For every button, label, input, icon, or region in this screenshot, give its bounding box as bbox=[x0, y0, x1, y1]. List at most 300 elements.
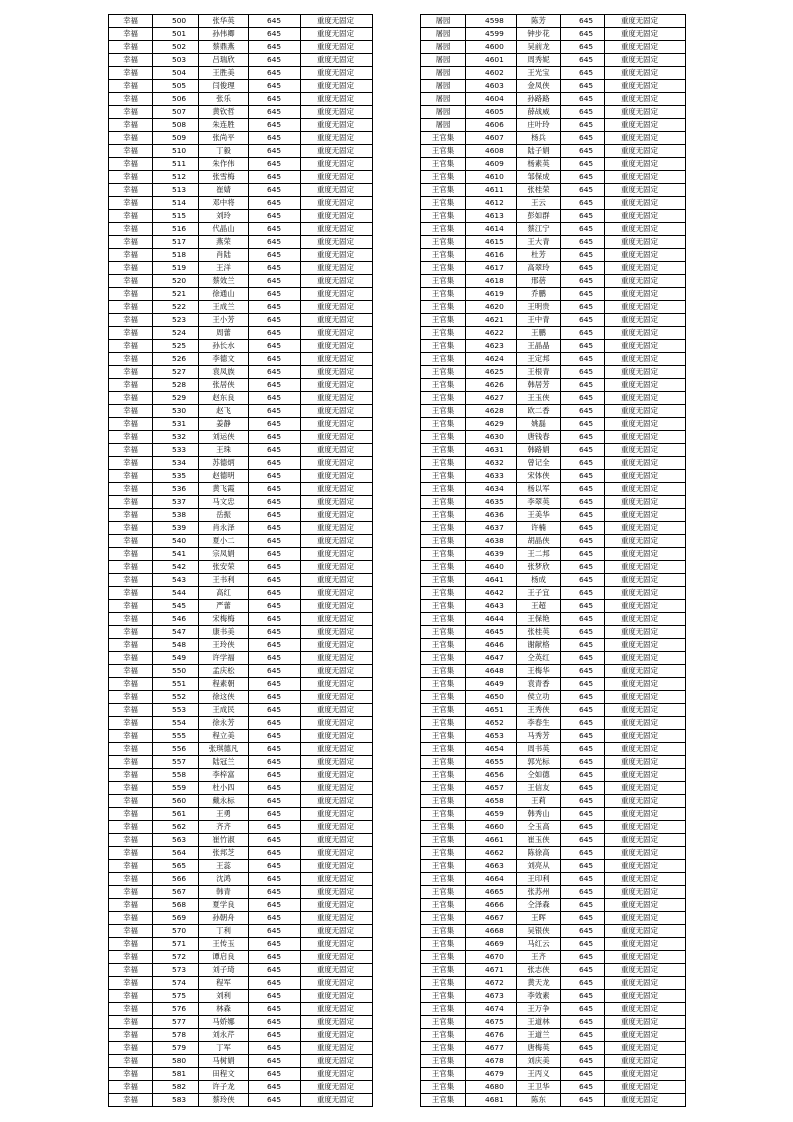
name-cell: 王成兰 bbox=[199, 301, 249, 314]
id-cell: 4637 bbox=[466, 522, 517, 535]
table-row bbox=[421, 210, 686, 223]
id-cell: 581 bbox=[153, 1068, 199, 1081]
table-row bbox=[421, 743, 686, 756]
code-cell: 645 bbox=[249, 548, 301, 561]
name-cell: 徐这侠 bbox=[199, 691, 249, 704]
type-cell: 重度无固定 bbox=[301, 743, 373, 756]
code-cell: 645 bbox=[249, 782, 301, 795]
table-row bbox=[421, 392, 686, 405]
code-cell: 645 bbox=[561, 54, 605, 67]
type-cell: 重度无固定 bbox=[301, 249, 373, 262]
id-cell: 4625 bbox=[466, 366, 517, 379]
id-cell: 554 bbox=[153, 717, 199, 730]
id-cell: 4635 bbox=[466, 496, 517, 509]
table-row bbox=[421, 418, 686, 431]
village-cell: 王官集 bbox=[421, 535, 466, 548]
id-cell: 537 bbox=[153, 496, 199, 509]
id-cell: 583 bbox=[153, 1094, 199, 1107]
village-cell: 王官集 bbox=[421, 561, 466, 574]
code-cell: 645 bbox=[561, 1068, 605, 1081]
code-cell: 645 bbox=[561, 197, 605, 210]
id-cell: 4612 bbox=[466, 197, 517, 210]
name-cell: 胡晶侠 bbox=[517, 535, 561, 548]
village-cell: 王官集 bbox=[421, 795, 466, 808]
table-row bbox=[421, 548, 686, 561]
village-cell: 王官集 bbox=[421, 873, 466, 886]
code-cell: 645 bbox=[249, 613, 301, 626]
table-row bbox=[109, 327, 373, 340]
type-cell: 重度无固定 bbox=[605, 704, 686, 717]
name-cell: 许楠 bbox=[517, 522, 561, 535]
type-cell: 重度无固定 bbox=[605, 756, 686, 769]
table-row bbox=[421, 912, 686, 925]
type-cell: 重度无固定 bbox=[301, 184, 373, 197]
code-cell: 645 bbox=[561, 288, 605, 301]
name-cell: 王莉 bbox=[517, 795, 561, 808]
name-cell: 姜静 bbox=[199, 418, 249, 431]
table-row bbox=[421, 145, 686, 158]
name-cell: 马文忠 bbox=[199, 496, 249, 509]
code-cell: 645 bbox=[249, 639, 301, 652]
village-cell: 王官集 bbox=[421, 340, 466, 353]
type-cell: 重度无固定 bbox=[605, 496, 686, 509]
code-cell: 645 bbox=[561, 301, 605, 314]
name-cell: 杨以军 bbox=[517, 483, 561, 496]
name-cell: 杨素英 bbox=[517, 158, 561, 171]
id-cell: 526 bbox=[153, 353, 199, 366]
type-cell: 重度无固定 bbox=[301, 1042, 373, 1055]
type-cell: 重度无固定 bbox=[605, 158, 686, 171]
village-cell: 幸福 bbox=[109, 691, 153, 704]
code-cell: 645 bbox=[561, 561, 605, 574]
table-row bbox=[421, 483, 686, 496]
table-row bbox=[109, 28, 373, 41]
village-cell: 王官集 bbox=[421, 977, 466, 990]
type-cell: 重度无固定 bbox=[301, 145, 373, 158]
id-cell: 4633 bbox=[466, 470, 517, 483]
code-cell: 645 bbox=[249, 1081, 301, 1094]
id-cell: 4643 bbox=[466, 600, 517, 613]
village-cell: 幸福 bbox=[109, 444, 153, 457]
table-row bbox=[109, 210, 373, 223]
id-cell: 531 bbox=[153, 418, 199, 431]
id-cell: 4660 bbox=[466, 821, 517, 834]
left-roster-table bbox=[108, 14, 373, 1107]
name-cell: 陈芳 bbox=[517, 15, 561, 28]
village-cell: 屠园 bbox=[421, 93, 466, 106]
code-cell: 645 bbox=[249, 795, 301, 808]
code-cell: 645 bbox=[249, 535, 301, 548]
type-cell: 重度无固定 bbox=[301, 782, 373, 795]
name-cell: 唐钱春 bbox=[517, 431, 561, 444]
code-cell: 645 bbox=[249, 145, 301, 158]
code-cell: 645 bbox=[249, 769, 301, 782]
code-cell: 645 bbox=[561, 275, 605, 288]
type-cell: 重度无固定 bbox=[605, 444, 686, 457]
type-cell: 重度无固定 bbox=[301, 1094, 373, 1107]
code-cell: 645 bbox=[561, 327, 605, 340]
name-cell: 郭光标 bbox=[517, 756, 561, 769]
table-row bbox=[421, 574, 686, 587]
village-cell: 幸福 bbox=[109, 821, 153, 834]
code-cell: 645 bbox=[561, 1055, 605, 1068]
table-row bbox=[109, 340, 373, 353]
table-row bbox=[421, 756, 686, 769]
village-cell: 幸福 bbox=[109, 535, 153, 548]
table-row bbox=[109, 1042, 373, 1055]
table-row bbox=[421, 249, 686, 262]
id-cell: 4651 bbox=[466, 704, 517, 717]
code-cell: 645 bbox=[561, 444, 605, 457]
id-cell: 567 bbox=[153, 886, 199, 899]
table-row bbox=[109, 1055, 373, 1068]
name-cell: 高翠玲 bbox=[517, 262, 561, 275]
table-row bbox=[421, 1029, 686, 1042]
table-row bbox=[109, 93, 373, 106]
code-cell: 645 bbox=[249, 275, 301, 288]
village-cell: 幸福 bbox=[109, 990, 153, 1003]
code-cell: 645 bbox=[561, 639, 605, 652]
name-cell: 邓中将 bbox=[199, 197, 249, 210]
code-cell: 645 bbox=[249, 925, 301, 938]
code-cell: 645 bbox=[249, 600, 301, 613]
village-cell: 幸福 bbox=[109, 522, 153, 535]
id-cell: 565 bbox=[153, 860, 199, 873]
type-cell: 重度无固定 bbox=[301, 613, 373, 626]
village-cell: 幸福 bbox=[109, 1068, 153, 1081]
code-cell: 645 bbox=[561, 678, 605, 691]
name-cell: 袁青香 bbox=[517, 678, 561, 691]
code-cell: 645 bbox=[561, 925, 605, 938]
type-cell: 重度无固定 bbox=[605, 509, 686, 522]
table-row bbox=[109, 587, 373, 600]
type-cell: 重度无固定 bbox=[605, 730, 686, 743]
village-cell: 王官集 bbox=[421, 548, 466, 561]
village-cell: 王官集 bbox=[421, 600, 466, 613]
code-cell: 645 bbox=[561, 782, 605, 795]
table-row bbox=[109, 457, 373, 470]
table-row bbox=[421, 236, 686, 249]
type-cell: 重度无固定 bbox=[301, 275, 373, 288]
id-cell: 502 bbox=[153, 41, 199, 54]
table-row bbox=[109, 808, 373, 821]
table-row bbox=[109, 67, 373, 80]
type-cell: 重度无固定 bbox=[301, 236, 373, 249]
name-cell: 孙伟卿 bbox=[199, 28, 249, 41]
type-cell: 重度无固定 bbox=[605, 223, 686, 236]
code-cell: 645 bbox=[249, 808, 301, 821]
code-cell: 645 bbox=[249, 899, 301, 912]
name-cell: 丁毅 bbox=[199, 145, 249, 158]
type-cell: 重度无固定 bbox=[301, 392, 373, 405]
village-cell: 幸福 bbox=[109, 340, 153, 353]
name-cell: 赵飞 bbox=[199, 405, 249, 418]
name-cell: 张琪德凡 bbox=[199, 743, 249, 756]
village-cell: 王官集 bbox=[421, 522, 466, 535]
type-cell: 重度无固定 bbox=[301, 730, 373, 743]
code-cell: 645 bbox=[249, 626, 301, 639]
village-cell: 屠园 bbox=[421, 54, 466, 67]
id-cell: 4670 bbox=[466, 951, 517, 964]
code-cell: 645 bbox=[249, 1094, 301, 1107]
village-cell: 幸福 bbox=[109, 1029, 153, 1042]
village-cell: 王官集 bbox=[421, 132, 466, 145]
name-cell: 王保艳 bbox=[517, 613, 561, 626]
code-cell: 645 bbox=[561, 613, 605, 626]
type-cell: 重度无固定 bbox=[301, 67, 373, 80]
village-cell: 屠园 bbox=[421, 15, 466, 28]
village-cell: 王官集 bbox=[421, 301, 466, 314]
name-cell: 薛战威 bbox=[517, 106, 561, 119]
id-cell: 4622 bbox=[466, 327, 517, 340]
code-cell: 645 bbox=[249, 938, 301, 951]
village-cell: 幸福 bbox=[109, 301, 153, 314]
village-cell: 王官集 bbox=[421, 678, 466, 691]
village-cell: 幸福 bbox=[109, 392, 153, 405]
table-row bbox=[109, 106, 373, 119]
name-cell: 王中青 bbox=[517, 314, 561, 327]
id-cell: 4605 bbox=[466, 106, 517, 119]
code-cell: 645 bbox=[249, 288, 301, 301]
code-cell: 645 bbox=[561, 665, 605, 678]
type-cell: 重度无固定 bbox=[605, 340, 686, 353]
village-cell: 王官集 bbox=[421, 210, 466, 223]
code-cell: 645 bbox=[561, 80, 605, 93]
village-cell: 幸福 bbox=[109, 639, 153, 652]
name-cell: 韩路娟 bbox=[517, 444, 561, 457]
id-cell: 4644 bbox=[466, 613, 517, 626]
name-cell: 王洋 bbox=[199, 262, 249, 275]
id-cell: 4600 bbox=[466, 41, 517, 54]
id-cell: 550 bbox=[153, 665, 199, 678]
id-cell: 4604 bbox=[466, 93, 517, 106]
code-cell: 645 bbox=[249, 886, 301, 899]
village-cell: 王官集 bbox=[421, 223, 466, 236]
name-cell: 林森 bbox=[199, 1003, 249, 1016]
village-cell: 幸福 bbox=[109, 977, 153, 990]
type-cell: 重度无固定 bbox=[605, 288, 686, 301]
village-cell: 王官集 bbox=[421, 1081, 466, 1094]
name-cell: 王晖 bbox=[517, 912, 561, 925]
id-cell: 571 bbox=[153, 938, 199, 951]
type-cell: 重度无固定 bbox=[605, 353, 686, 366]
id-cell: 4672 bbox=[466, 977, 517, 990]
name-cell: 夏小二 bbox=[199, 535, 249, 548]
type-cell: 重度无固定 bbox=[301, 210, 373, 223]
code-cell: 645 bbox=[249, 665, 301, 678]
village-cell: 幸福 bbox=[109, 548, 153, 561]
village-cell: 幸福 bbox=[109, 106, 153, 119]
code-cell: 645 bbox=[561, 704, 605, 717]
id-cell: 518 bbox=[153, 249, 199, 262]
table-row bbox=[109, 145, 373, 158]
name-cell: 张梦欣 bbox=[517, 561, 561, 574]
village-cell: 幸福 bbox=[109, 470, 153, 483]
name-cell: 仝泽森 bbox=[517, 899, 561, 912]
name-cell: 沈鸿 bbox=[199, 873, 249, 886]
village-cell: 王官集 bbox=[421, 275, 466, 288]
table-row bbox=[109, 80, 373, 93]
type-cell: 重度无固定 bbox=[301, 847, 373, 860]
table-row bbox=[109, 860, 373, 873]
table-row bbox=[109, 847, 373, 860]
type-cell: 重度无固定 bbox=[605, 899, 686, 912]
code-cell: 645 bbox=[249, 249, 301, 262]
type-cell: 重度无固定 bbox=[605, 41, 686, 54]
village-cell: 王官集 bbox=[421, 405, 466, 418]
name-cell: 吕瑞欣 bbox=[199, 54, 249, 67]
name-cell: 崔竹淑 bbox=[199, 834, 249, 847]
village-cell: 王官集 bbox=[421, 1068, 466, 1081]
type-cell: 重度无固定 bbox=[301, 990, 373, 1003]
village-cell: 屠园 bbox=[421, 28, 466, 41]
type-cell: 重度无固定 bbox=[301, 561, 373, 574]
type-cell: 重度无固定 bbox=[301, 288, 373, 301]
name-cell: 唐梅英 bbox=[517, 1042, 561, 1055]
id-cell: 4624 bbox=[466, 353, 517, 366]
code-cell: 645 bbox=[561, 691, 605, 704]
name-cell: 马娇娜 bbox=[199, 1016, 249, 1029]
table-row bbox=[421, 1055, 686, 1068]
table-row bbox=[421, 522, 686, 535]
type-cell: 重度无固定 bbox=[605, 67, 686, 80]
code-cell: 645 bbox=[561, 457, 605, 470]
table-row bbox=[109, 990, 373, 1003]
table-row bbox=[109, 834, 373, 847]
table-row bbox=[109, 197, 373, 210]
name-cell: 吴前龙 bbox=[517, 41, 561, 54]
type-cell: 重度无固定 bbox=[605, 964, 686, 977]
code-cell: 645 bbox=[249, 509, 301, 522]
name-cell: 康书美 bbox=[199, 626, 249, 639]
name-cell: 乔鹏 bbox=[517, 288, 561, 301]
id-cell: 4608 bbox=[466, 145, 517, 158]
name-cell: 周书英 bbox=[517, 743, 561, 756]
code-cell: 645 bbox=[249, 496, 301, 509]
type-cell: 重度无固定 bbox=[301, 496, 373, 509]
name-cell: 韩秀山 bbox=[517, 808, 561, 821]
id-cell: 575 bbox=[153, 990, 199, 1003]
code-cell: 645 bbox=[561, 249, 605, 262]
table-row bbox=[421, 106, 686, 119]
village-cell: 王官集 bbox=[421, 964, 466, 977]
type-cell: 重度无固定 bbox=[301, 756, 373, 769]
table-row bbox=[421, 665, 686, 678]
name-cell: 刘亮从 bbox=[517, 860, 561, 873]
name-cell: 王传玉 bbox=[199, 938, 249, 951]
table-row bbox=[109, 717, 373, 730]
code-cell: 645 bbox=[249, 67, 301, 80]
code-cell: 645 bbox=[561, 158, 605, 171]
village-cell: 王官集 bbox=[421, 639, 466, 652]
type-cell: 重度无固定 bbox=[605, 1016, 686, 1029]
type-cell: 重度无固定 bbox=[605, 951, 686, 964]
code-cell: 645 bbox=[249, 483, 301, 496]
code-cell: 645 bbox=[249, 587, 301, 600]
name-cell: 杨兵 bbox=[517, 132, 561, 145]
code-cell: 645 bbox=[249, 223, 301, 236]
village-cell: 幸福 bbox=[109, 314, 153, 327]
code-cell: 645 bbox=[249, 873, 301, 886]
type-cell: 重度无固定 bbox=[301, 769, 373, 782]
id-cell: 549 bbox=[153, 652, 199, 665]
village-cell: 王官集 bbox=[421, 717, 466, 730]
code-cell: 645 bbox=[561, 522, 605, 535]
table-row bbox=[109, 54, 373, 67]
name-cell: 王小芳 bbox=[199, 314, 249, 327]
id-cell: 572 bbox=[153, 951, 199, 964]
code-cell: 645 bbox=[561, 756, 605, 769]
village-cell: 幸福 bbox=[109, 1042, 153, 1055]
name-cell: 周秀妮 bbox=[517, 54, 561, 67]
id-cell: 4614 bbox=[466, 223, 517, 236]
village-cell: 幸福 bbox=[109, 275, 153, 288]
id-cell: 570 bbox=[153, 925, 199, 938]
table-row bbox=[421, 769, 686, 782]
type-cell: 重度无固定 bbox=[301, 535, 373, 548]
village-cell: 幸福 bbox=[109, 873, 153, 886]
table-row bbox=[109, 301, 373, 314]
table-row bbox=[421, 678, 686, 691]
name-cell: 王万争 bbox=[517, 1003, 561, 1016]
village-cell: 幸福 bbox=[109, 132, 153, 145]
village-cell: 王官集 bbox=[421, 769, 466, 782]
type-cell: 重度无固定 bbox=[301, 1055, 373, 1068]
id-cell: 568 bbox=[153, 899, 199, 912]
code-cell: 645 bbox=[249, 561, 301, 574]
type-cell: 重度无固定 bbox=[301, 1081, 373, 1094]
code-cell: 645 bbox=[561, 28, 605, 41]
type-cell: 重度无固定 bbox=[301, 1016, 373, 1029]
village-cell: 王官集 bbox=[421, 236, 466, 249]
code-cell: 645 bbox=[249, 262, 301, 275]
type-cell: 重度无固定 bbox=[301, 431, 373, 444]
name-cell: 欧二香 bbox=[517, 405, 561, 418]
type-cell: 重度无固定 bbox=[301, 821, 373, 834]
code-cell: 645 bbox=[561, 847, 605, 860]
table-row bbox=[421, 444, 686, 457]
village-cell: 王官集 bbox=[421, 652, 466, 665]
id-cell: 507 bbox=[153, 106, 199, 119]
table-row bbox=[109, 678, 373, 691]
code-cell: 645 bbox=[561, 210, 605, 223]
name-cell: 韩青 bbox=[199, 886, 249, 899]
table-row bbox=[421, 67, 686, 80]
code-cell: 645 bbox=[561, 418, 605, 431]
type-cell: 重度无固定 bbox=[301, 951, 373, 964]
id-cell: 547 bbox=[153, 626, 199, 639]
id-cell: 4638 bbox=[466, 535, 517, 548]
table-row bbox=[421, 327, 686, 340]
id-cell: 534 bbox=[153, 457, 199, 470]
type-cell: 重度无固定 bbox=[605, 275, 686, 288]
name-cell: 刘庆美 bbox=[517, 1055, 561, 1068]
code-cell: 645 bbox=[249, 457, 301, 470]
id-cell: 4627 bbox=[466, 392, 517, 405]
code-cell: 645 bbox=[249, 847, 301, 860]
village-cell: 幸福 bbox=[109, 54, 153, 67]
code-cell: 645 bbox=[561, 626, 605, 639]
table-row bbox=[421, 262, 686, 275]
name-cell: 朱连胜 bbox=[199, 119, 249, 132]
type-cell: 重度无固定 bbox=[605, 262, 686, 275]
table-row bbox=[109, 275, 373, 288]
code-cell: 645 bbox=[249, 951, 301, 964]
name-cell: 王美华 bbox=[517, 509, 561, 522]
code-cell: 645 bbox=[561, 171, 605, 184]
name-cell: 彭如群 bbox=[517, 210, 561, 223]
type-cell: 重度无固定 bbox=[301, 80, 373, 93]
